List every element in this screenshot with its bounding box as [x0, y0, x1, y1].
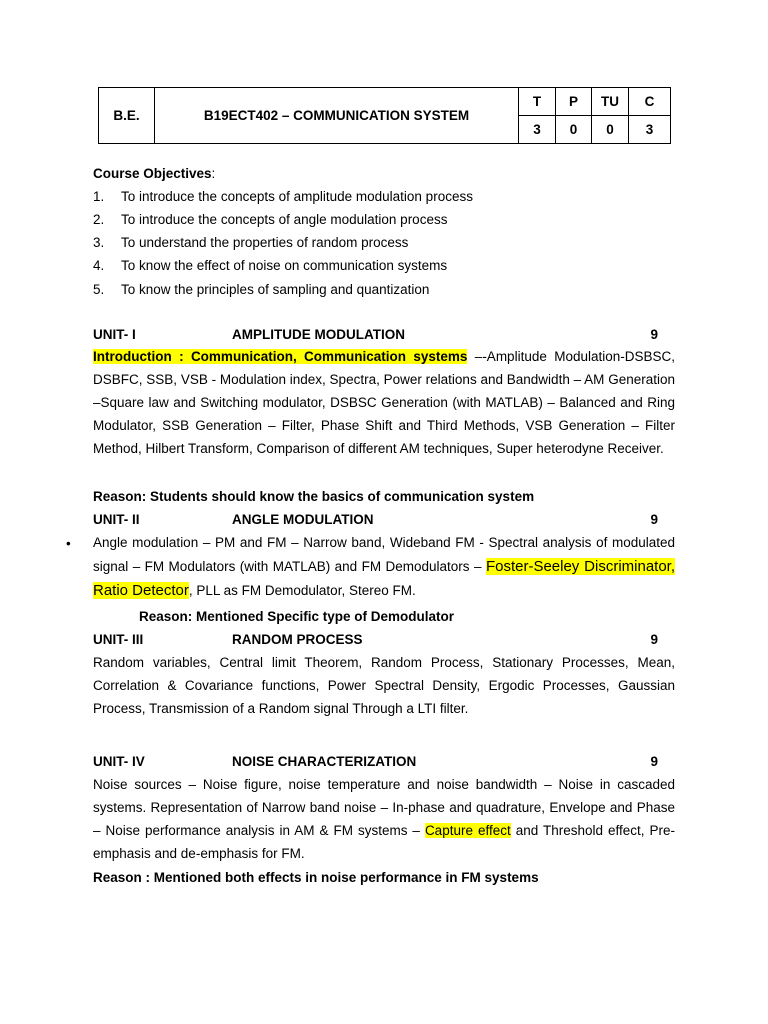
course-title-cell: B19ECT402 – COMMUNICATION SYSTEM: [155, 88, 519, 144]
unit-label: UNIT- IV: [93, 754, 145, 769]
col-p-value: 0: [556, 116, 592, 144]
objectives-heading: Course Objectives:: [93, 166, 216, 181]
objective-item: 4. To know the effect of noise on communication systems: [93, 258, 448, 273]
unit-1-reason: Reason: Students should know the basics of communication system: [93, 489, 535, 504]
unit-2-content: Angle modulation – PM and FM – Narrow band, Wideband FM - Spectral analysis of modulated signal – FM Modulators (with MATLAB) and FM Demodulators – Foster-Seeley Discriminator, Ratio Detector, PLL as FM Demodulator, Stereo FM.: [93, 535, 676, 599]
objective-item: 3. To understand the properties of random process: [93, 235, 409, 250]
col-p-header: P: [556, 88, 592, 116]
unit-hours: 9: [650, 754, 658, 769]
unit-4-heading: [93, 753, 658, 770]
unit-hours: 9: [650, 632, 658, 647]
unit-1-content: Introduction : Communication, Communication systems –-Amplitude Modulation-DSBSC, DSBFC, SSB, VSB - Modulation index, Spectra, Power relations and Bandwidth – AM Generation –Square law and Switching modulator, DSBSC Generation (with MATLAB) – Balanced and Ring Modulator, SSB Generation – Filter, Phase Shift and Third Methods, VSB Generation – Filter Method, Hilbert Transform, Comparison of different AM techniques, Super heterodyne Receiver.: [93, 349, 675, 456]
unit-4-reason: Reason : Mentioned both effects in noise performance in FM systems: [93, 870, 539, 885]
objective-item: 1. To introduce the concepts of amplitude modulation process: [93, 189, 473, 204]
unit-label: UNIT- I: [93, 327, 136, 342]
unit-title: RANDOM PROCESS: [232, 632, 363, 647]
unit-4-content: Noise sources – Noise figure, noise temperature and noise bandwidth – Noise in cascaded systems. Representation of Narrow band noise – In-phase and quadrature, Envelope and Phase – Noise performance analysis in AM & FM systems – Capture effect and Threshold effect, Pre-emphasis and de-emphasis for FM.: [93, 777, 676, 861]
objective-item: 2. To introduce the concepts of angle modulation process: [93, 212, 448, 227]
program-cell: B.E.: [99, 88, 155, 144]
highlighted-topic: Capture effect: [424, 823, 511, 838]
unit-title: ANGLE MODULATION: [232, 512, 374, 527]
unit-1-heading: [93, 326, 658, 343]
objective-item: 5. To know the principles of sampling and quantization: [93, 282, 430, 297]
unit-hours: 9: [650, 327, 658, 342]
unit-label: UNIT- III: [93, 632, 144, 647]
unit-3-heading: [93, 631, 658, 648]
unit-2-reason: Reason: Mentioned Specific type of Demodulator: [139, 609, 455, 624]
col-t-header: T: [519, 88, 556, 116]
col-tu-value: 0: [592, 116, 629, 144]
course-header-table: [98, 87, 671, 144]
col-tu-header: TU: [592, 88, 629, 116]
unit-3-content: Random variables, Central limit Theorem, Random Process, Stationary Processes, Mean, Correlation & Covariance functions, Power Spectral Density, Ergodic Processes, Gaussian Process, Transmission of a Random signal Through a LTI filter.: [93, 655, 675, 716]
unit-title: AMPLITUDE MODULATION: [232, 327, 405, 342]
col-c-value: 3: [629, 116, 671, 144]
unit-label: UNIT- II: [93, 512, 140, 527]
unit-2-heading: [93, 511, 658, 528]
highlighted-topic: Introduction : Communication, Communication systems: [93, 349, 468, 364]
col-c-header: C: [629, 88, 671, 116]
highlighted-topic: Foster-Seeley Discriminator, Ratio Detector: [93, 558, 676, 599]
col-t-value: 3: [519, 116, 556, 144]
unit-hours: 9: [650, 512, 658, 527]
unit-title: NOISE CHARACTERIZATION: [232, 754, 417, 769]
bullet-marker: •: [66, 536, 71, 551]
